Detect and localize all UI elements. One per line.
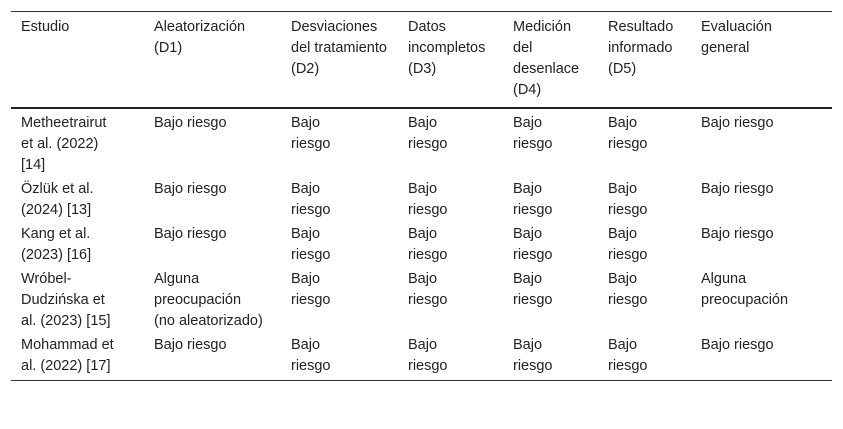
- cell-overall: Bajo riesgo: [701, 181, 774, 197]
- header-d1: [154, 12, 291, 109]
- header-d5: [608, 12, 701, 109]
- header-row: [11, 12, 832, 109]
- cell-d1: Bajo riesgo: [154, 115, 227, 131]
- cell-d3: Bajo riesgo: [408, 337, 448, 374]
- cell-study: Kang et al. (2023) [16]: [21, 226, 92, 263]
- risk-of-bias-table: [11, 11, 832, 381]
- table-row: [11, 222, 832, 267]
- header-d2: [291, 12, 408, 109]
- risk-of-bias-table-container: [11, 11, 832, 381]
- cell-overall: Bajo riesgo: [701, 226, 774, 242]
- header-label: Estudio: [21, 19, 70, 35]
- cell-d1: Bajo riesgo: [154, 181, 227, 197]
- cell-d5: Bajo riesgo: [608, 337, 648, 374]
- header-overall: [701, 12, 832, 109]
- cell-overall: Bajo riesgo: [701, 337, 774, 353]
- cell-d5: Bajo riesgo: [608, 271, 648, 308]
- table-row: [11, 267, 832, 333]
- header-label: Desviaciones del tratamiento (D2): [291, 19, 387, 77]
- header-label: Datos incompletos (D3): [408, 19, 486, 77]
- cell-d2: Bajo riesgo: [291, 226, 331, 263]
- cell-d4: Bajo riesgo: [513, 115, 553, 152]
- cell-d4: Bajo riesgo: [513, 337, 553, 374]
- cell-d2: Bajo riesgo: [291, 271, 331, 308]
- cell-d2: Bajo riesgo: [291, 337, 331, 374]
- cell-d1: Alguna preocupación (no aleatorizado): [154, 271, 263, 329]
- cell-study: Metheetrairut et al. (2022) [14]: [21, 115, 107, 173]
- header-label: Evaluación general: [701, 19, 772, 56]
- header-label: Aleatorización (D1): [154, 19, 246, 56]
- cell-d3: Bajo riesgo: [408, 271, 448, 308]
- table-row: [11, 333, 832, 381]
- cell-d1: Bajo riesgo: [154, 337, 227, 353]
- header-label: Resultado informado (D5): [608, 19, 674, 77]
- cell-study: Wróbel-Dudzińska et al. (2023) [15]: [21, 271, 111, 329]
- cell-d5: Bajo riesgo: [608, 181, 648, 218]
- cell-overall: Bajo riesgo: [701, 115, 774, 131]
- cell-d4: Bajo riesgo: [513, 226, 553, 263]
- table-row: [11, 177, 832, 222]
- header-estudio: [11, 12, 154, 109]
- cell-d1: Bajo riesgo: [154, 226, 227, 242]
- table-body: [11, 108, 832, 381]
- cell-d3: Bajo riesgo: [408, 181, 448, 218]
- header-d4: [513, 12, 608, 109]
- cell-overall: Alguna preocupación: [701, 271, 789, 308]
- cell-d5: Bajo riesgo: [608, 226, 648, 263]
- cell-d3: Bajo riesgo: [408, 226, 448, 263]
- cell-d4: Bajo riesgo: [513, 271, 553, 308]
- header-label: Medición del desenlace (D4): [513, 19, 580, 98]
- table-header: [11, 12, 832, 109]
- cell-d4: Bajo riesgo: [513, 181, 553, 218]
- cell-study: Özlük et al. (2024) [13]: [21, 181, 94, 218]
- cell-d2: Bajo riesgo: [291, 181, 331, 218]
- header-d3: [408, 12, 513, 109]
- cell-study: Mohammad et al. (2022) [17]: [21, 337, 114, 374]
- cell-d3: Bajo riesgo: [408, 115, 448, 152]
- table-row: [11, 108, 832, 177]
- cell-d5: Bajo riesgo: [608, 115, 648, 152]
- cell-d2: Bajo riesgo: [291, 115, 331, 152]
